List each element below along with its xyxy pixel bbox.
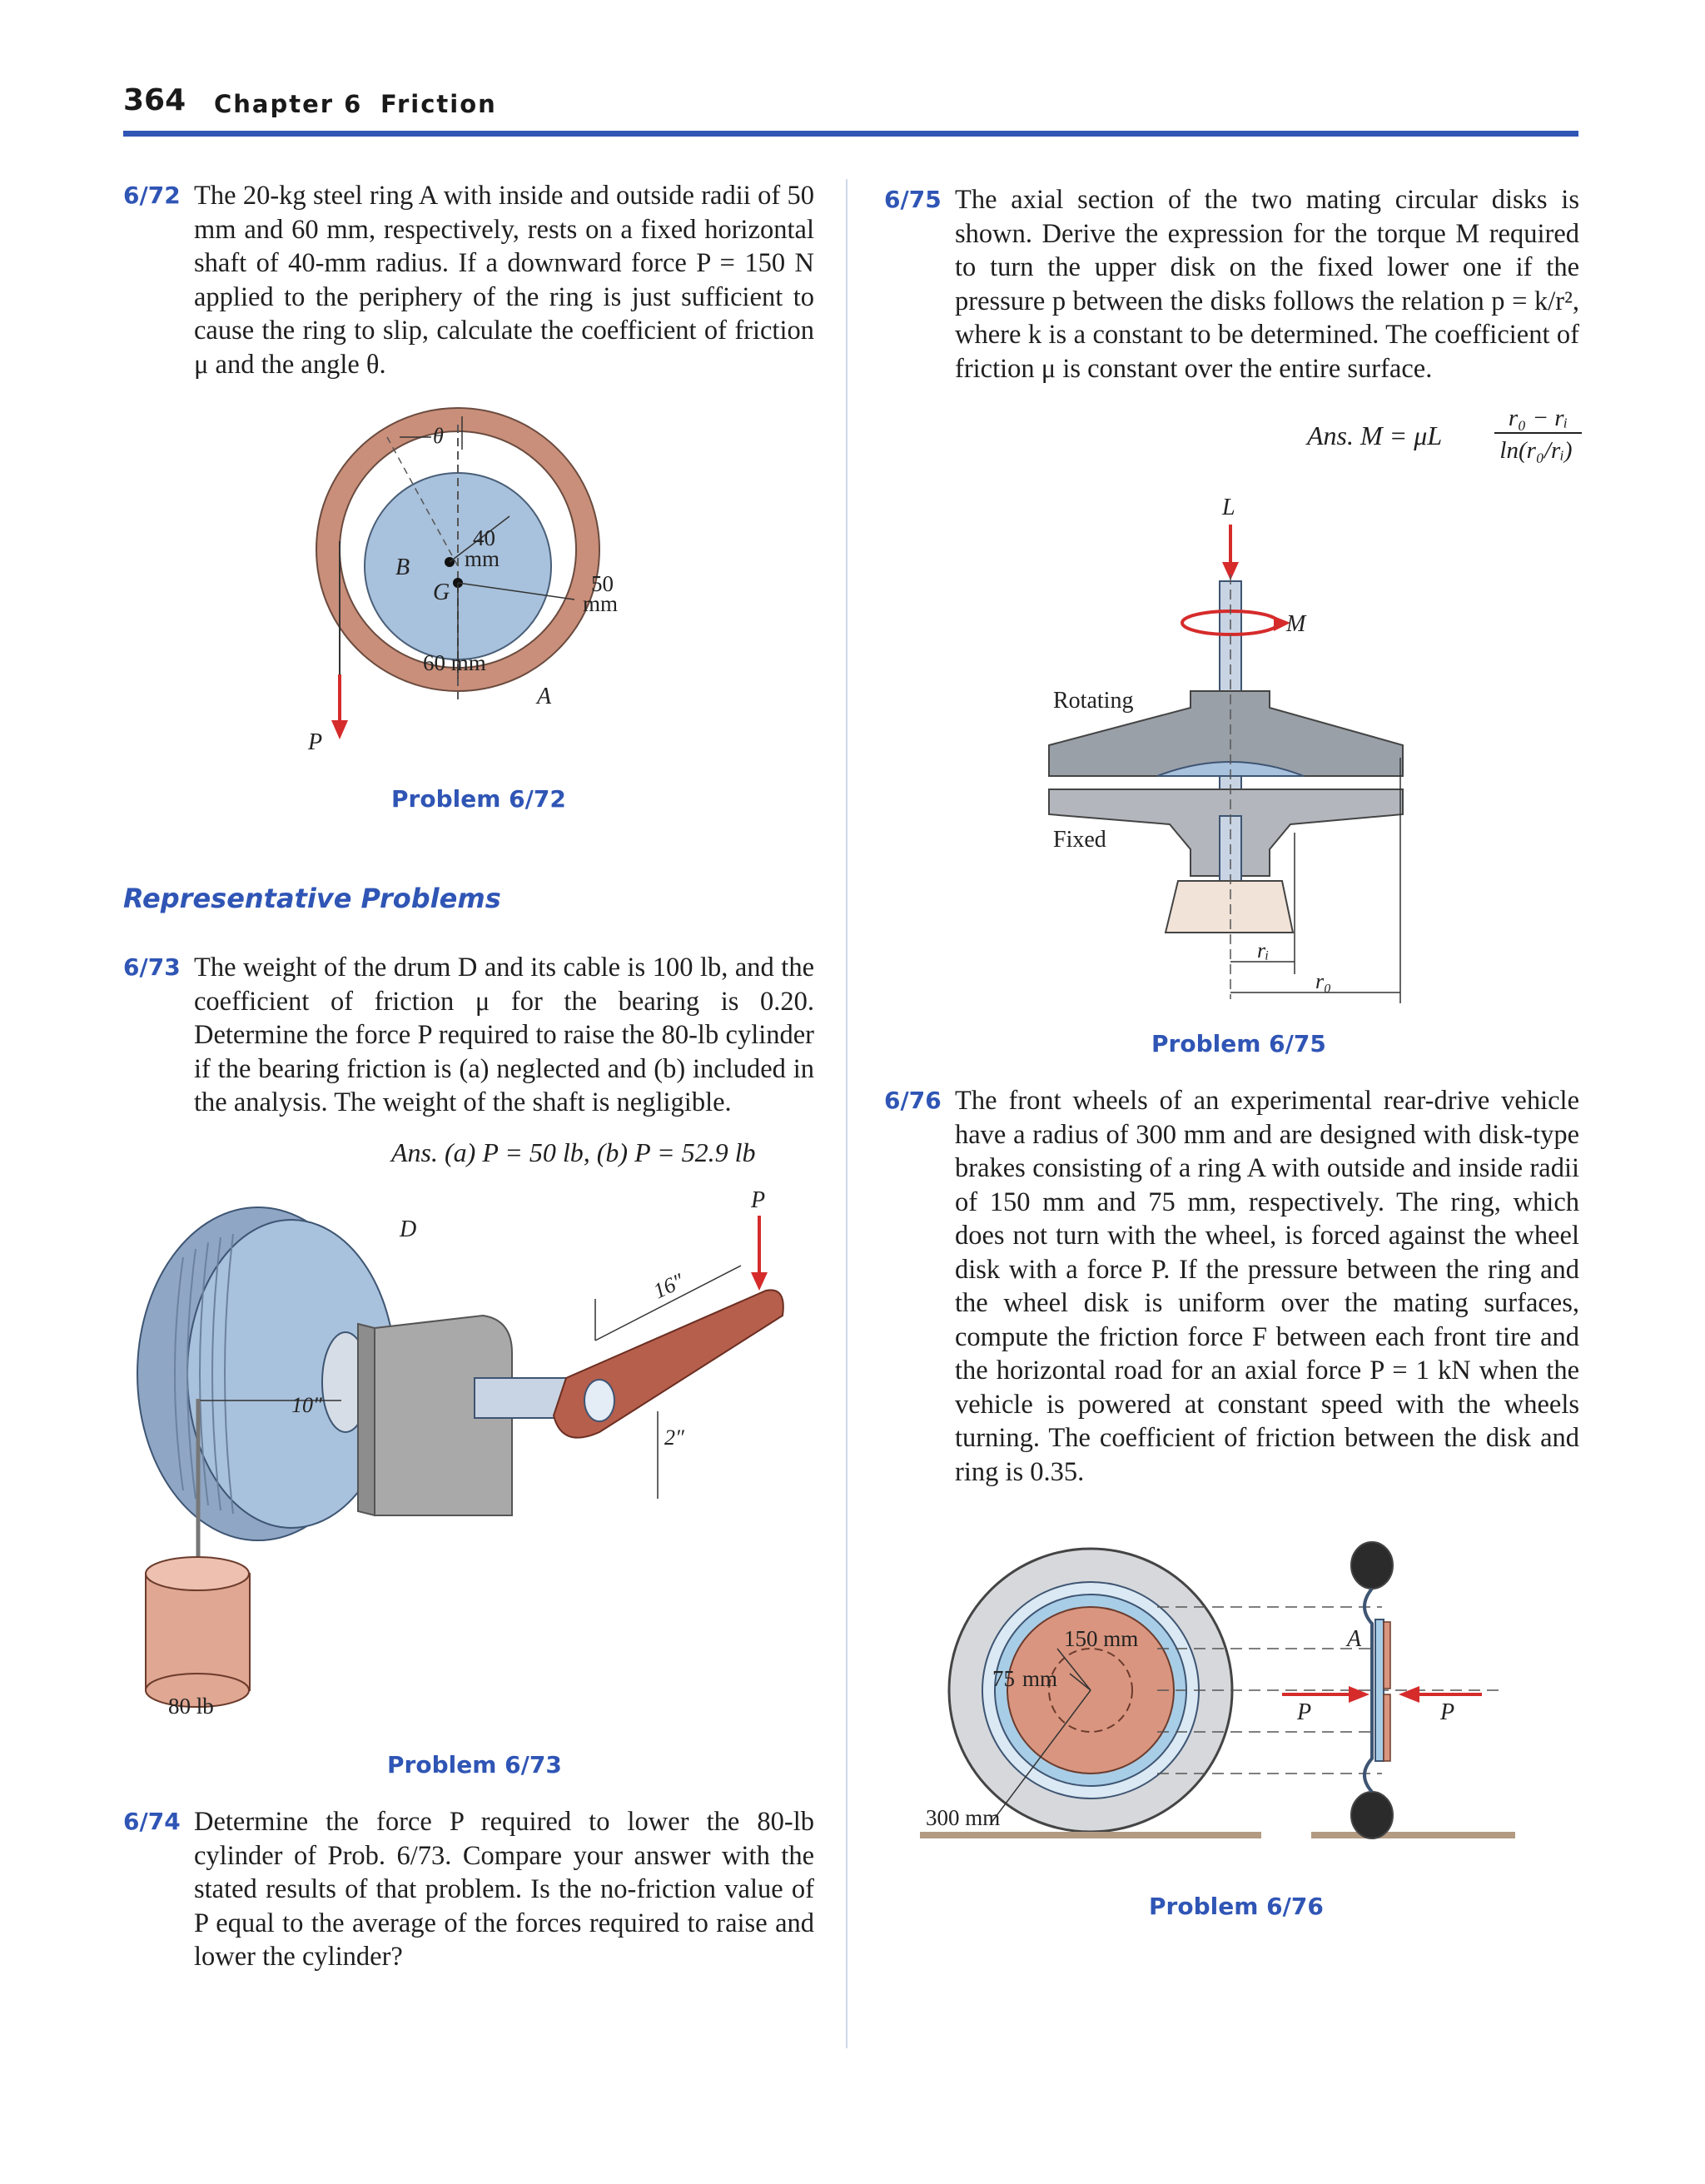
force-p-right-label: P xyxy=(1440,1699,1455,1725)
column-divider xyxy=(846,179,848,2048)
point-b-label: B xyxy=(395,555,410,580)
problem-text: The weight of the drum D and its cable is 100 lb, and the coefficient of friction μ for the bearing is 0.20. Determine the force P required to raise the 80-lb cylinder if the bearing friction is (a) neglected and (b) included in the analysis. The weight of the shaft is negligible. xyxy=(194,953,814,1117)
caption-6-76: Problem 6/76 xyxy=(1149,1893,1324,1920)
dim-16-label: 16″ xyxy=(649,1268,688,1304)
page-number: 364 xyxy=(123,83,186,117)
figure-6-72 xyxy=(283,400,658,766)
ground-right xyxy=(1311,1832,1515,1838)
problem-number: 6/73 xyxy=(123,953,181,981)
theta-label: θ xyxy=(433,424,444,448)
problem-text: The 20-kg steel ring A with inside and outside radii of 50 mm and 60 mm, respectively, rests on a fixed horizontal shaft of 40-mm radius. If a downward force P = 150 N applied to the periphery of the ring is just sufficient to cause the ring to slip, calculate the coefficient of friction μ and the angle θ. xyxy=(194,181,814,380)
figure-6-73 xyxy=(133,1182,799,1732)
dim-2-label: 2″ xyxy=(664,1425,684,1450)
section-title: Representative Problems xyxy=(123,883,501,914)
problem-6-73 xyxy=(123,951,814,1120)
caption-6-72: Problem 6/72 xyxy=(391,785,566,813)
figure-6-76 xyxy=(916,1540,1548,1857)
ground-left xyxy=(920,1832,1261,1838)
problem-6-75 xyxy=(884,183,1579,386)
problem-6-72 xyxy=(123,179,814,381)
point-g-label: G xyxy=(433,580,450,605)
answer-6-75-denominator: ln(r₀/rᵢ) xyxy=(1499,437,1573,464)
fixed-label: Fixed xyxy=(1053,827,1106,853)
r300-label: 300 mm xyxy=(926,1805,1001,1830)
drum-d-label: D xyxy=(400,1216,417,1242)
ri-label: rᵢ xyxy=(1257,938,1270,963)
problem-6-74 xyxy=(123,1805,814,1974)
problem-6-76 xyxy=(884,1084,1579,1489)
weight-label: 80 lb xyxy=(168,1694,214,1719)
dim-10-label: 10″ xyxy=(291,1393,322,1417)
ring-a-label: A xyxy=(1347,1626,1362,1652)
r50-label: 50 xyxy=(591,571,614,596)
r75-label: 75 xyxy=(992,1666,1015,1691)
r75-unit: mm xyxy=(1022,1666,1058,1691)
r60-label: 60 mm xyxy=(423,650,486,675)
answer-6-75-lhs: Ans. M = μL xyxy=(1307,420,1443,450)
header-rule xyxy=(123,131,1578,137)
tire-section-top xyxy=(1351,1542,1393,1589)
wheel-disk xyxy=(1375,1619,1384,1761)
rotating-label: Rotating xyxy=(1053,688,1134,714)
cylinder-80lb xyxy=(146,1574,250,1690)
problem-number: 6/72 xyxy=(123,182,181,209)
ring-a-label: A xyxy=(537,684,552,709)
chapter-label: Chapter 6 xyxy=(214,90,363,118)
answer-6-73: Ans. (a) P = 50 lb, (b) P = 52.9 lb xyxy=(391,1137,756,1167)
base xyxy=(1166,881,1293,933)
mm-label: mm xyxy=(465,546,500,571)
figure-6-75 xyxy=(1041,483,1424,1016)
r150-label: 150 mm xyxy=(1064,1626,1139,1651)
ro-label: r₀ xyxy=(1315,969,1332,993)
ring-a-side xyxy=(1384,1622,1390,1689)
mm-label: mm xyxy=(583,591,619,616)
force-p-left-label: P xyxy=(1297,1699,1312,1725)
problem-number: 6/75 xyxy=(884,186,942,213)
torque-m-label: M xyxy=(1286,611,1306,637)
tire-section-bottom xyxy=(1351,1792,1393,1838)
problem-text: Determine the force P required to lower the 80-lb cylinder of Prob. 6/73. Compare your answer with the stated results of that problem. Is the no-friction value of P equal to the average of the forces required to raise and lower the cylinder? xyxy=(194,1807,814,1972)
problem-number: 6/74 xyxy=(123,1808,181,1835)
load-l-label: L xyxy=(1222,495,1235,520)
section-label: Friction xyxy=(380,90,497,118)
caption-6-75: Problem 6/75 xyxy=(1151,1030,1326,1057)
force-p-label: P xyxy=(751,1187,766,1213)
r40-label: 40 xyxy=(473,525,495,550)
problem-text: The axial section of the two mating circular disks is shown. Derive the expression for the torque M required to turn the upper disk on the fixed lower one if the pressure p between the disks follows the relation p = k/r², where k is a constant to be determined. The coefficient of friction μ is constant over the entire surface. xyxy=(955,185,1579,384)
caption-6-73: Problem 6/73 xyxy=(387,1751,562,1779)
answer-6-75-numerator: r₀ − rᵢ xyxy=(1494,404,1582,434)
problem-text: The front wheels of an experimental rear-drive vehicle have a radius of 300 mm and are designed with disk-type brakes consisting of a ring A with outside and inside radii of 150 mm and 75 mm, respectively. The ring, which does not turn with the wheel, is forced against the wheel disk with a force P. If the pressure between the ring and the wheel disk is uniform over the mating surfaces, compute the friction force F between each front tire and the horizontal road for an axial force P = 1 kN when the vehicle is powered at constant speed with the wheels turning. The coefficient of friction between the disk and ring is 0.35. xyxy=(955,1086,1579,1487)
problem-number: 6/76 xyxy=(884,1087,942,1114)
force-p-label: P xyxy=(308,729,323,755)
